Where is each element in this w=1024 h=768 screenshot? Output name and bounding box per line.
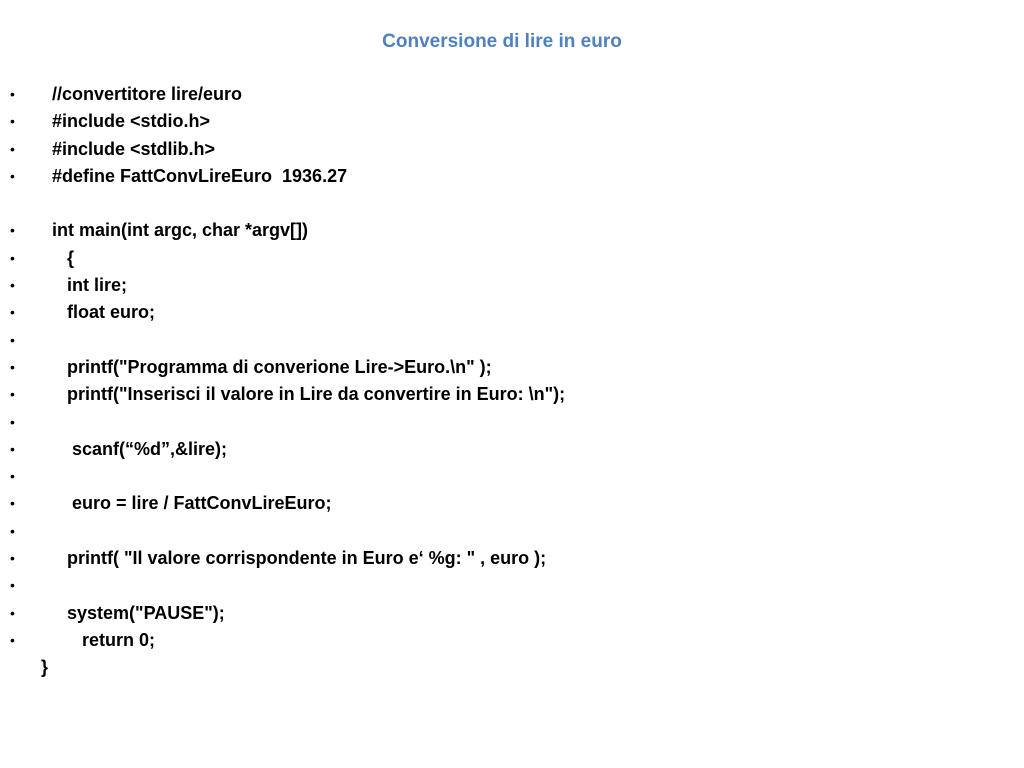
list-spacer xyxy=(0,190,1000,217)
code-line-text: printf( "Il valore corrispondente in Euro e‘ %g: " , euro ); xyxy=(47,548,547,569)
bullet-icon: • xyxy=(10,522,15,539)
bullet-icon: • xyxy=(10,604,15,621)
code-line xyxy=(0,490,1000,517)
code-line-text: euro = lire / FattConvLireEuro; xyxy=(47,493,332,514)
bullet-icon: • xyxy=(10,468,15,485)
code-line xyxy=(0,245,1000,272)
code-line xyxy=(0,217,1000,244)
bullet-icon: • xyxy=(10,277,15,294)
code-line-text: //convertitore lire/euro xyxy=(47,84,243,104)
bullet-icon: • xyxy=(10,304,15,321)
bullet-icon: • xyxy=(10,631,15,648)
code-line xyxy=(0,436,1000,463)
bullet-icon: • xyxy=(10,358,15,375)
code-line xyxy=(0,654,1000,681)
bullet-icon: • xyxy=(10,550,15,567)
code-line xyxy=(0,136,1000,163)
code-line xyxy=(0,381,1000,408)
code-line-text: int main(int argc, char *argv[]) xyxy=(47,220,309,241)
bullet-icon: • xyxy=(10,167,15,184)
code-line xyxy=(0,600,1000,627)
bullet-icon: • xyxy=(10,249,15,266)
bullet-icon: • xyxy=(10,222,15,239)
code-line xyxy=(0,108,1000,135)
code-line xyxy=(0,518,1000,545)
code-line xyxy=(0,81,1000,108)
code-line xyxy=(0,272,1000,299)
code-line xyxy=(0,627,1000,654)
code-line xyxy=(0,163,1000,190)
bullet-icon: • xyxy=(10,386,15,403)
code-line-text: int lire; xyxy=(47,275,128,296)
code-line xyxy=(0,354,1000,381)
bullet-icon: • xyxy=(10,86,15,102)
code-line-text: float euro; xyxy=(47,302,155,323)
bullet-icon: • xyxy=(10,495,15,512)
bullet-icon: • xyxy=(10,140,15,157)
bullet-icon: • xyxy=(10,113,15,130)
bullet-icon: • xyxy=(10,331,15,348)
code-line-text: system("PAUSE"); xyxy=(47,602,225,623)
code-line xyxy=(0,327,1000,354)
code-line xyxy=(0,572,1000,599)
bullet-icon: • xyxy=(10,413,15,430)
code-line-text: scanf(“%d”,&lire); xyxy=(47,438,228,459)
code-line xyxy=(0,463,1000,490)
code-line-text: #include <stdio.h> xyxy=(47,111,211,132)
bullet-icon: • xyxy=(10,577,15,594)
code-line-text: { xyxy=(47,247,75,268)
code-line-text: #define FattConvLireEuro 1936.27 xyxy=(47,165,348,186)
slide-title: Conversione di lire in euro xyxy=(382,31,622,52)
code-line-text: } xyxy=(41,657,49,678)
code-line xyxy=(0,545,1000,572)
bullet-icon: • xyxy=(10,440,15,457)
code-line-text: printf("Inserisci il valore in Lire da convertire in Euro: \n"); xyxy=(47,384,566,405)
code-line-text: printf("Programma di converione Lire->Euro.\n" ); xyxy=(47,356,492,377)
code-bullet-list xyxy=(0,81,1000,682)
code-line-text: #include <stdlib.h> xyxy=(47,138,216,159)
code-line-text: return 0; xyxy=(47,629,156,650)
code-line xyxy=(0,299,1000,326)
code-line xyxy=(0,409,1000,436)
